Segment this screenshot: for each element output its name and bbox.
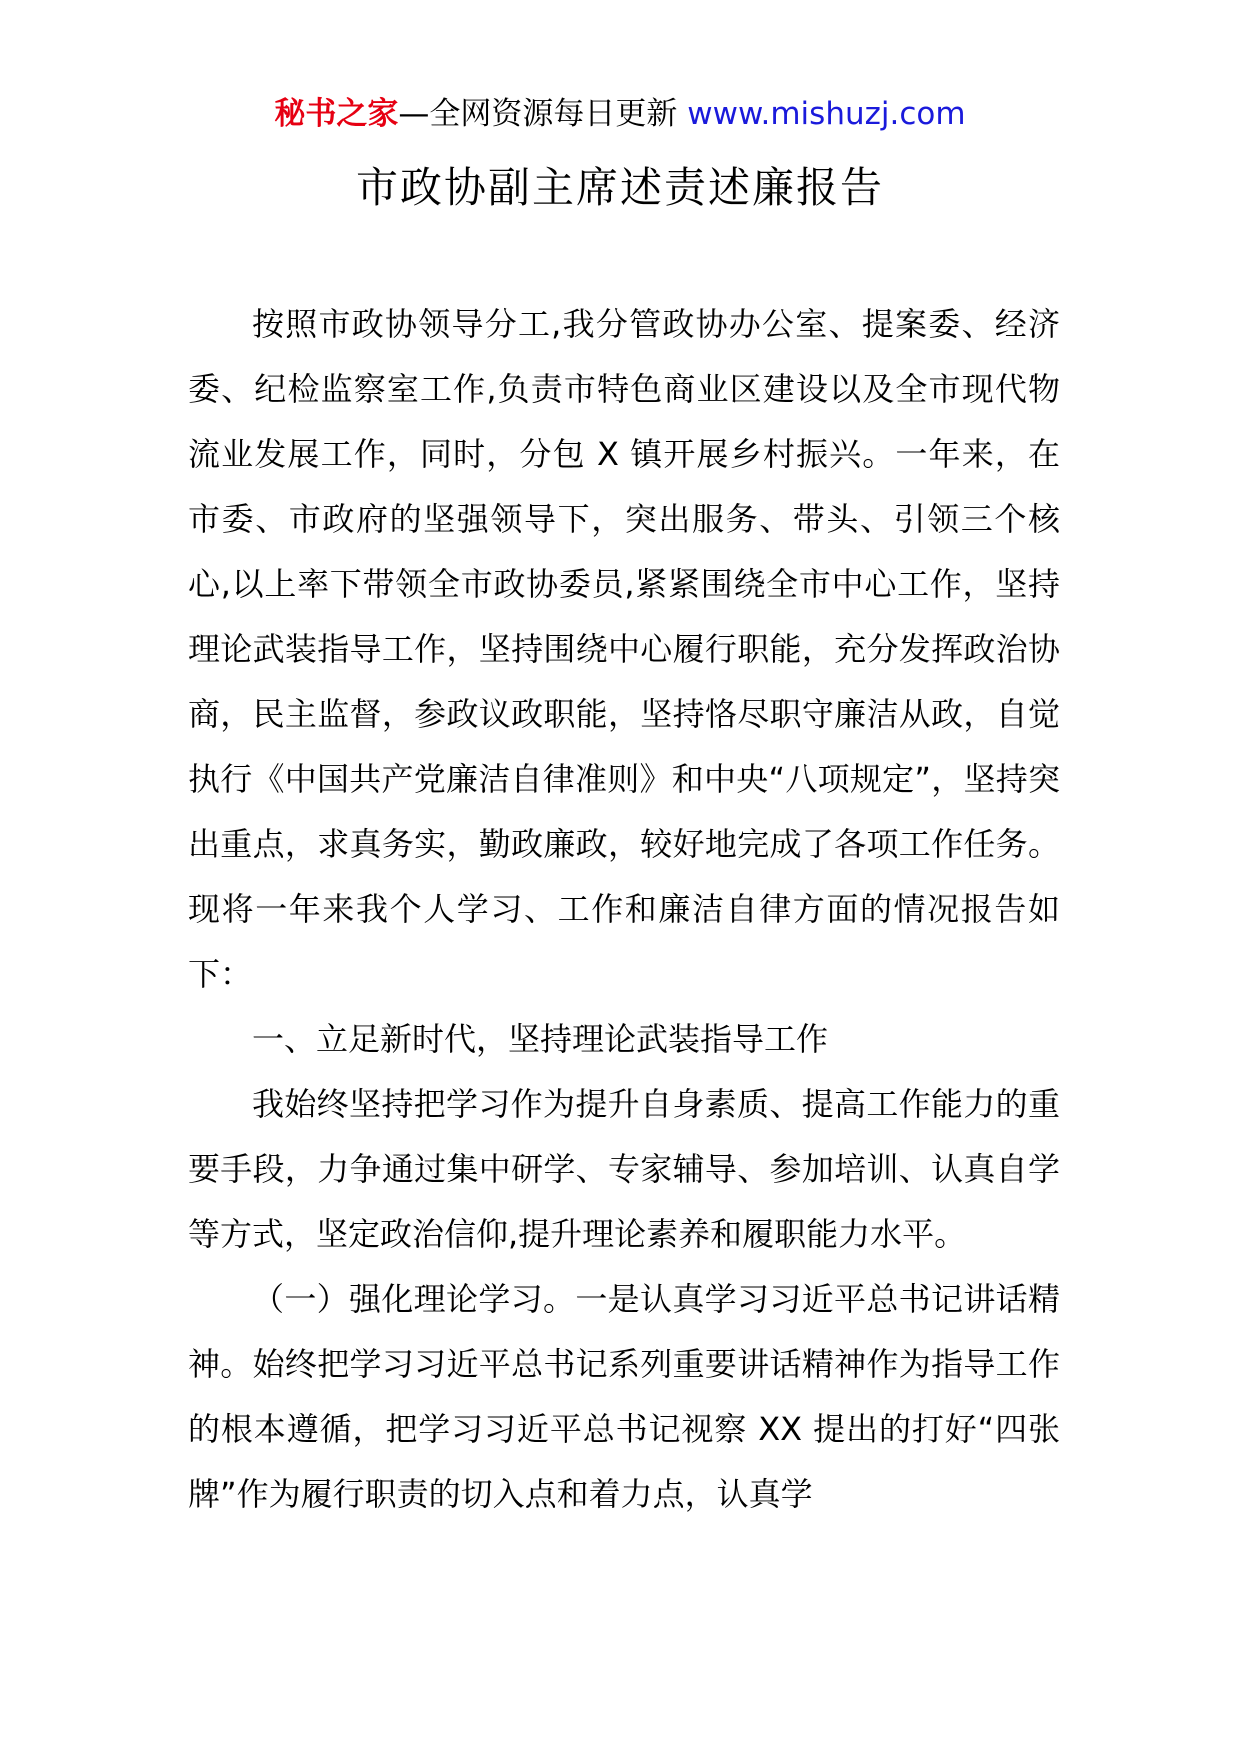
paragraph-subsection-1: （一）强化理论学习。一是认真学习习近平总书记讲话精神。始终把学习习近平总书记系列重要讲话精神作为指导工作的根本遵循，把学习习近平总书记视察 XX 提出的打好“四张牌”作为履行职责的切入点和着力点，认真学 (188, 1280, 1060, 1513)
brand-name: 秘书之家 (274, 96, 399, 132)
site-header (0, 92, 1240, 136)
site-url-link[interactable]: www.mishuzj.com (687, 96, 966, 132)
section-heading-1: 一、立足新时代，坚持理论武装指导工作 (252, 1020, 829, 1058)
document-title: 市政协副主席述责述廉报告 (355, 163, 884, 212)
document-body (188, 292, 1060, 1527)
paragraph-intro: 按照市政协领导分工,我分管政协办公室、提案委、经济委、纪检监察室工作,负责市特色商业区建设以及全市现代物流业发展工作，同时，分包 X 镇开展乡村振兴。一年来，在市委、市政府的坚强领导下，突出服务、带头、引领三个核心,以上率下带领全市政协委员,紧紧围绕全市中心工作，坚持理论武装指导工作，坚持围绕中心履行职能，充分发挥政治协商，民主监督，参政议政职能，坚持恪尽职守廉洁从政，自觉执行《中国共产党廉洁自律准则》和中央“八项规定”，坚持突出重点，求真务实，勤政廉政，较好地完成了各项工作任务。现将一年来我个人学习、工作和廉洁自律方面的情况报告如下： (188, 305, 1060, 993)
paragraph-section-1: 我始终坚持把学习作为提升自身素质、提高工作能力的重要手段，力争通过集中研学、专家辅导、参加培训、认真自学等方式，坚定政治信仰,提升理论素养和履职能力水平。 (188, 1085, 1060, 1253)
header-tagline: —全网资源每日更新 (398, 96, 678, 132)
